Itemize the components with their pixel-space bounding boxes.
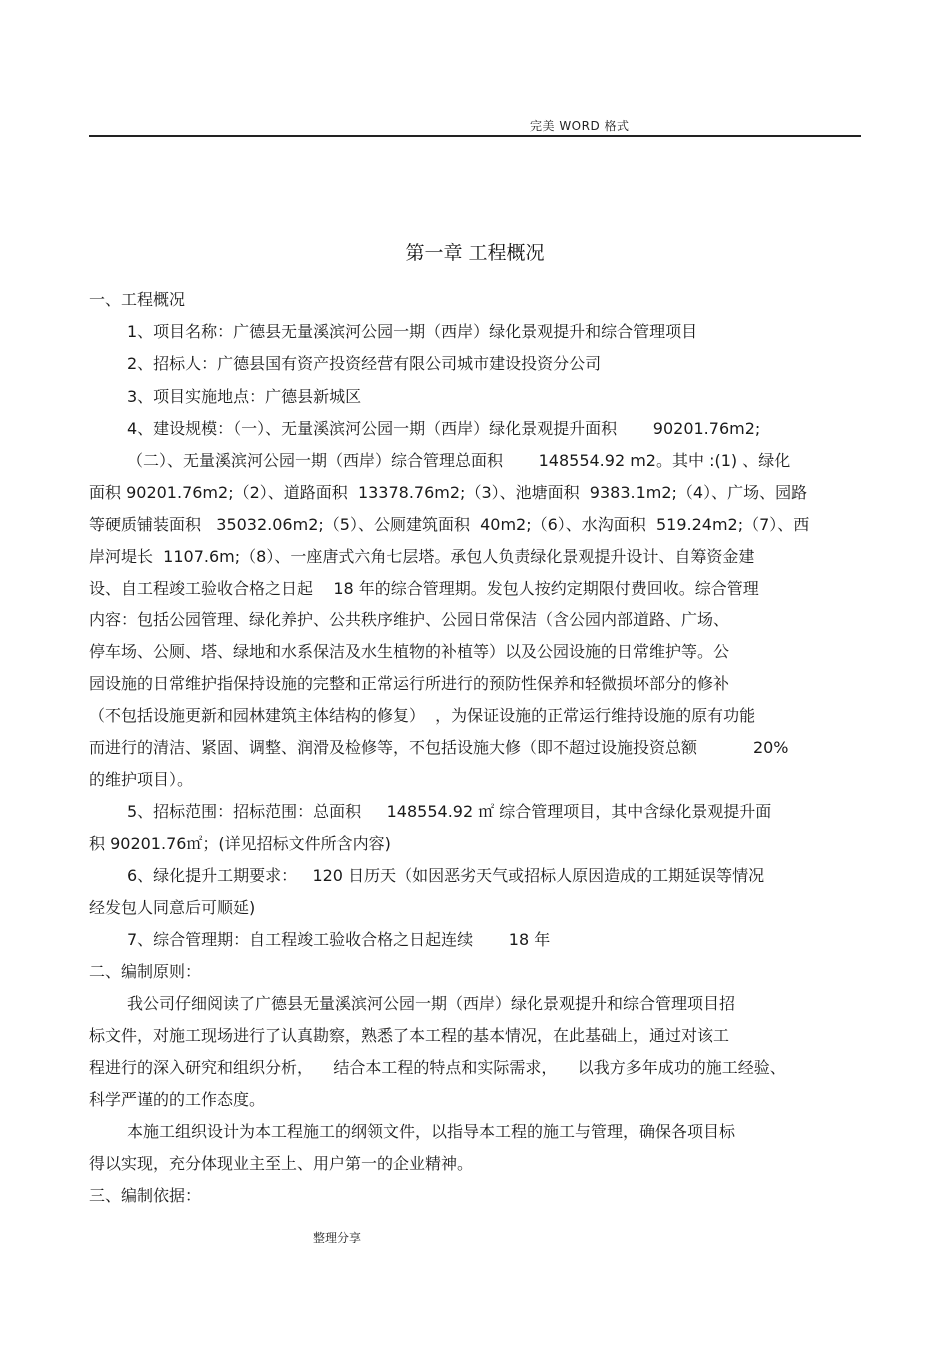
chapter-title: 第一章 工程概况 <box>405 242 545 264</box>
paragraph-line: 得以实现，充分体现业主至上、用户第一的企业精神。 <box>89 1154 474 1173</box>
paragraph-line: 停车场、公厕、塔、绿地和水系保洁及水生植物的补植等）以及公园设施的日常维护等。公 <box>89 642 730 661</box>
paragraph-line: 园设施的日常维护指保持设施的完整和正常运行所进行的预防性保养和轻微损坏部分的修补 <box>89 674 730 693</box>
paragraph-line: 而进行的清洁、紧固、调整、润滑及检修等，不包括设施大修（即不超过设施投资总额 20% <box>89 738 789 757</box>
paragraph-line: 积 90201.76㎡；(详见招标文件所含内容) <box>89 834 391 853</box>
item-project-name: 1、项目名称：广德县无量溪滨河公园一期（西岸）绿化景观提升和综合管理项目 <box>127 322 698 341</box>
item-tender-scope: 5、招标范围：招标范围：总面积 148554.92 ㎡ 综合管理项目，其中含绿化景观提升面 <box>127 802 772 821</box>
paragraph-line: 科学严谨的的工作态度。 <box>89 1090 266 1109</box>
paragraph-line: 面积 90201.76m2;（2）、道路面积 13378.76m2;（3）、池塘面积 9383.1m2;（4）、广场、园路 <box>89 483 808 502</box>
page-header-text: 完美 WORD 格式 <box>530 119 630 133</box>
paragraph-line: 我公司仔细阅读了广德县无量溪滨河公园一期（西岸）绿化景观提升和综合管理项目招 <box>127 994 736 1013</box>
paragraph-line: （不包括设施更新和园林建筑主体结构的修复） ，为保证设施的正常运行维持设施的原有功能 <box>89 706 756 725</box>
item-scale: 4、建设规模：（一）、无量溪滨河公园一期（西岸）绿化景观提升面积 90201.76m2; <box>127 419 761 438</box>
paragraph-line: 程进行的深入研究和组织分析， 结合本工程的特点和实际需求， 以我方多年成功的施工经验、 <box>89 1058 786 1077</box>
header-divider <box>89 135 861 137</box>
paragraph-line: 等硬质铺装面积 35032.06m2;（5）、公厕建筑面积 40m2;（6）、水沟面积 519.24m2;（7）、西 <box>89 515 810 534</box>
page-footer-text: 整理分享 <box>313 1231 362 1245</box>
section-heading-1: 一、工程概况 <box>89 290 186 309</box>
item-tenderer: 2、招标人：广德县国有资产投资经营有限公司城市建设投资分公司 <box>127 354 602 373</box>
section-heading-3: 三、编制依据： <box>89 1186 202 1205</box>
item-duration: 6、绿化提升工期要求： 120 日历天（如因恶劣天气或招标人原因造成的工期延误等情况 <box>127 866 765 885</box>
item-location: 3、项目实施地点：广德县新城区 <box>127 387 362 406</box>
paragraph-line: 岸河堤长 1107.6m;（8）、一座唐式六角七层塔。承包人负责绿化景观提升设计、自筹资金建 <box>89 547 755 566</box>
paragraph-line: （二）、无量溪滨河公园一期（西岸）综合管理总面积 148554.92 m2。其中 :(1) 、绿化 <box>127 451 791 470</box>
paragraph-line: 本施工组织设计为本工程施工的纲领文件，以指导本工程的施工与管理，确保各项目标 <box>127 1122 736 1141</box>
section-heading-2: 二、编制原则： <box>89 962 202 981</box>
paragraph-line: 内容：包括公园管理、绿化养护、公共秩序维护、公园日常保洁（含公园内部道路、广场、 <box>89 610 730 629</box>
paragraph-line: 设、自工程竣工验收合格之日起 18 年的综合管理期。发包人按约定期限付费回收。综合管理 <box>89 579 759 598</box>
item-management-period: 7、综合管理期：自工程竣工验收合格之日起连续 18 年 <box>127 930 551 949</box>
paragraph-line: 标文件，对施工现场进行了认真勘察，熟悉了本工程的基本情况，在此基础上，通过对该工 <box>89 1026 730 1045</box>
paragraph-line: 的维护项目）。 <box>89 770 194 789</box>
paragraph-line: 经发包人同意后可顺延) <box>89 898 256 917</box>
